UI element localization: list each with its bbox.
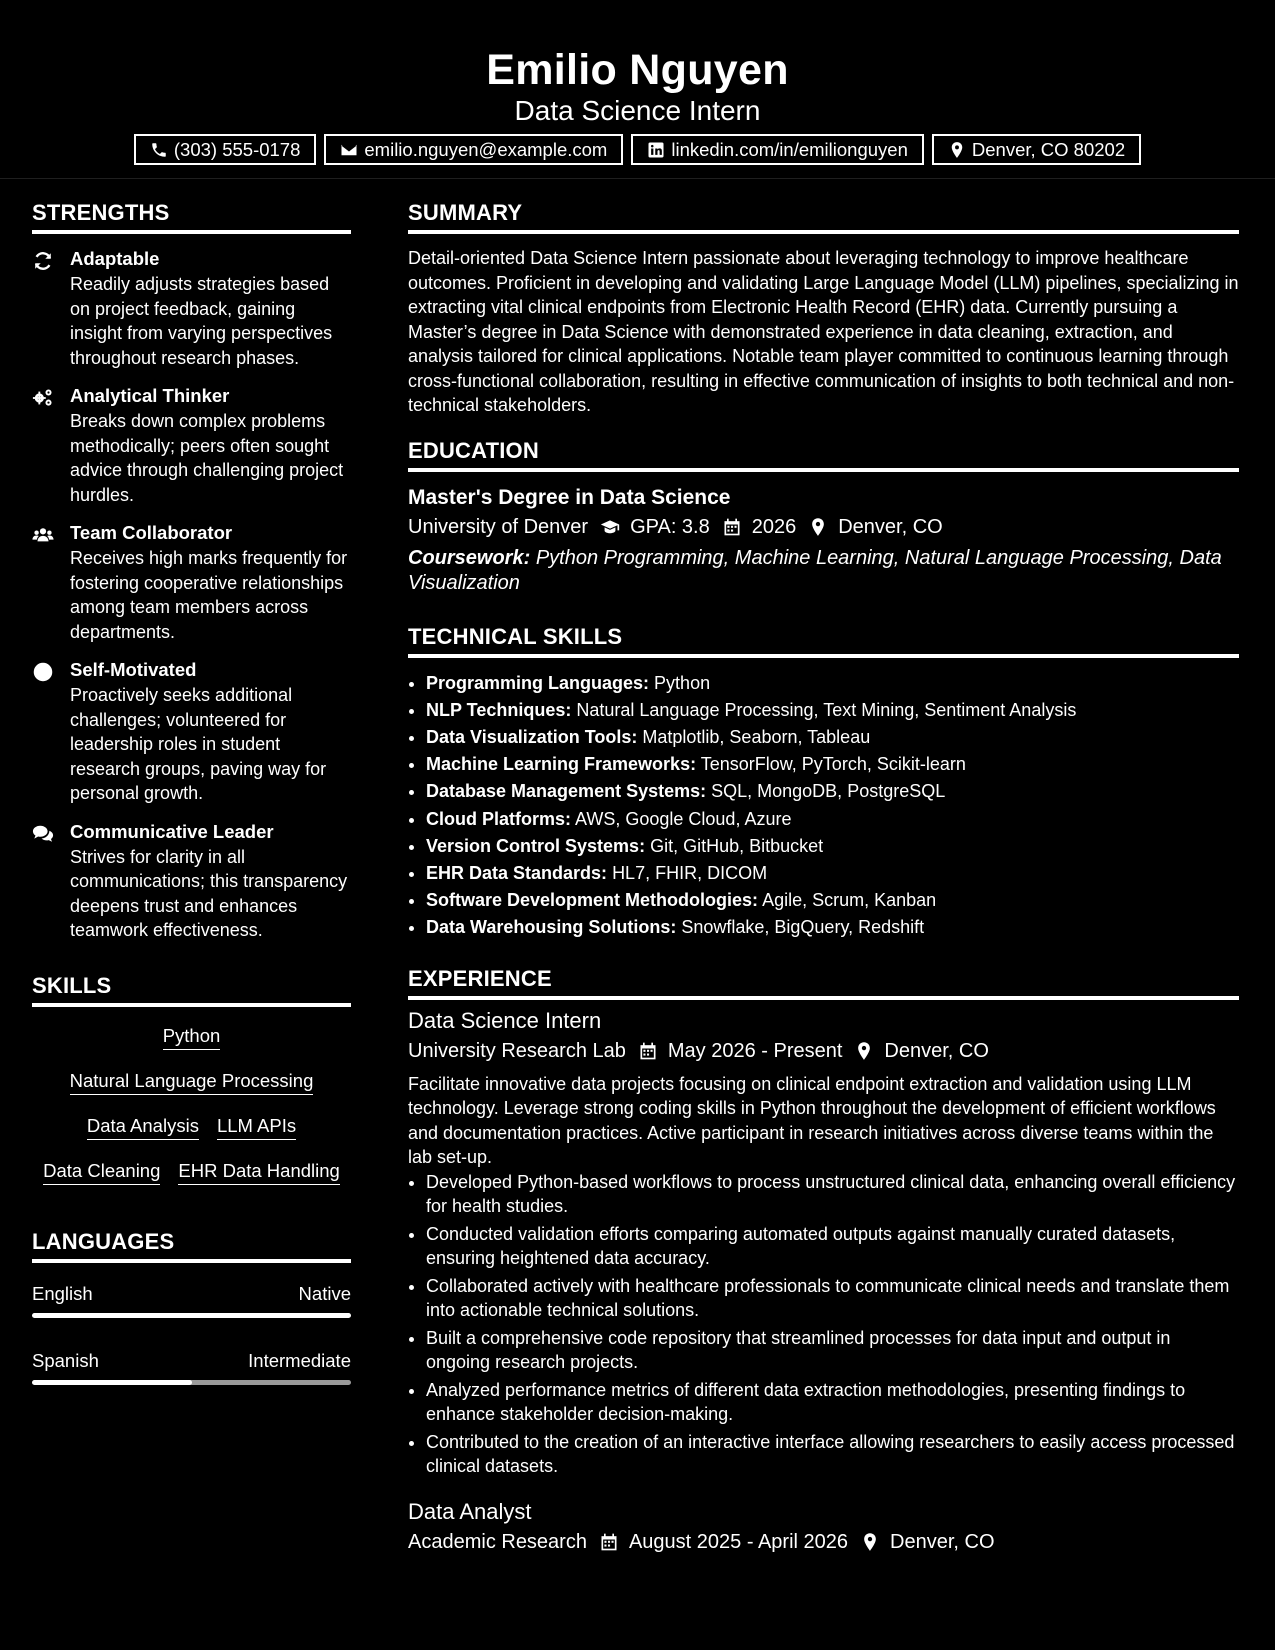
envelope-icon <box>340 141 358 159</box>
list-item <box>426 778 1239 805</box>
comments-icon <box>32 823 54 845</box>
contact-location[interactable] <box>932 134 1141 165</box>
strength-title: Team Collaborator <box>70 522 233 543</box>
skill-tag: LLM APIs <box>217 1113 296 1140</box>
refresh-icon <box>32 250 54 272</box>
language-item <box>32 1281 351 1318</box>
contact-location-text: Denver, CO 80202 <box>971 138 1126 160</box>
strength-desc: Proactively seeks additional challenges; volunteered for leadership roles in student research groups, paving way for personal growth. <box>70 685 327 803</box>
degree-title: Master's Degree in Data Science <box>408 485 731 509</box>
skill-values: HL7, FHIR, DICOM <box>612 862 768 883</box>
graduation-year: 2026 <box>751 515 797 538</box>
strength-desc: Strives for clarity in all communications; this transparency deepens trust and enhances teamwork effectiveness. <box>70 846 348 940</box>
users-icon <box>32 524 54 546</box>
job-title: Data Science Intern <box>408 1007 602 1033</box>
skill-category: Software Development Methodologies: <box>426 890 759 911</box>
strength-item <box>32 819 351 943</box>
education-meta <box>408 512 1239 542</box>
skill-tag: Data Analysis <box>87 1113 199 1140</box>
strength-item <box>32 520 351 644</box>
list-item <box>426 887 1239 914</box>
language-proficiency-fill <box>32 1313 351 1318</box>
list-item <box>426 833 1239 860</box>
list-item <box>426 697 1239 724</box>
coursework-label: Coursework: <box>408 546 531 569</box>
language-name: English <box>32 1282 93 1304</box>
strength-title: Self-Motivated <box>70 659 197 680</box>
strength-desc: Receives high marks frequently for fostering cooperative relationships among team members across departments. <box>70 548 348 642</box>
job-bullets <box>408 1170 1239 1479</box>
job-meta <box>408 1036 1239 1066</box>
skill-category: EHR Data Standards: <box>426 862 608 883</box>
strength-title: Communicative Leader <box>70 820 274 842</box>
right-column <box>408 196 1239 1557</box>
language-item <box>32 1348 351 1385</box>
skill-tag: EHR Data Handling <box>178 1158 339 1185</box>
contact-phone[interactable] <box>134 134 317 165</box>
skill-category: Machine Learning Frameworks: <box>426 754 697 775</box>
strengths-heading: STRENGTHS <box>32 196 351 234</box>
list-item: • Built a comprehensive code repository that streamlined processes for data input and output in ongoing research projects. <box>426 1326 1239 1375</box>
linkedin-icon <box>647 141 665 159</box>
job-dates: May 2026 - Present <box>667 1039 843 1062</box>
contact-linkedin[interactable] <box>631 134 924 165</box>
technical-skills-list <box>408 670 1239 942</box>
strength-item <box>32 246 351 370</box>
strength-title: Adaptable <box>70 248 160 269</box>
technical-skills-heading: TECHNICAL SKILLS <box>408 620 1239 658</box>
job-entry <box>408 1497 1239 1557</box>
education-location: Denver, CO <box>838 515 943 538</box>
skills-heading: SKILLS <box>32 969 351 1007</box>
skill-values: Agile, Scrum, Kanban <box>762 890 937 911</box>
skill-values: Natural Language Processing, Text Mining, Sentiment Analysis <box>576 699 1077 720</box>
contact-phone-text: (303) 555-0178 <box>173 138 301 160</box>
skill-values: Git, GitHub, Bitbucket <box>650 835 824 856</box>
skill-category: Data Warehousing Solutions: <box>426 917 677 938</box>
job-entry <box>408 1006 1239 1479</box>
map-pin-icon <box>948 141 966 159</box>
calendar-icon <box>599 1532 619 1552</box>
experience-heading: EXPERIENCE <box>408 962 1239 1000</box>
list-item <box>426 806 1239 833</box>
skill-values: Snowflake, BigQuery, Redshift <box>681 917 925 938</box>
coursework <box>408 546 1239 596</box>
language-level: Native <box>298 1282 351 1304</box>
contact-bar <box>0 134 1275 165</box>
calendar-icon <box>722 517 742 537</box>
candidate-title: Data Science Intern <box>514 95 761 126</box>
skill-category: Version Control Systems: <box>426 835 646 856</box>
list-item <box>426 751 1239 778</box>
skill-values: AWS, Google Cloud, Azure <box>575 808 792 829</box>
list-item: • Collaborated actively with healthcare professionals to communicate clinical needs and translate them into actionable technical solutions. <box>426 1274 1239 1323</box>
job-location: Denver, CO <box>890 1530 995 1553</box>
candidate-name: Emilio Nguyen <box>486 46 789 94</box>
list-item: • Conducted validation efforts comparing automated outputs against manually curated datasets, ensuring heightened data accuracy. <box>426 1222 1239 1271</box>
job-organization: University Research Lab <box>408 1039 626 1062</box>
school-name: University of Denver <box>408 515 589 538</box>
job-description: Facilitate innovative data projects focusing on clinical endpoint extraction and validation using LLM technology. Leverage strong coding skills in Python throughout the development of efficient workflows and documentation practices. Active participant in research initiatives across diverse teams within the lab set-up. <box>408 1073 1216 1168</box>
resume-header <box>0 0 1275 179</box>
list-item: • Analyzed performance metrics of different data extraction methodologies, presenting findings to enhance stakeholder decision-making. <box>426 1378 1239 1427</box>
strength-desc: Readily adjusts strategies based on project feedback, gaining insight from varying perspectives throughout research phases. <box>70 274 333 368</box>
skill-tag: Natural Language Processing <box>70 1068 314 1095</box>
summary-text: Detail-oriented Data Science Intern passionate about leveraging technology to improve healthcare outcomes. Proficient in developing and validating Large Language Model (LLM) pipelines, specializing in extracting vital clinical endpoints from Electronic Health Record (EHR) data. Currently pursuing a Master’s degree in Data Science with demonstrated experience in data cleaning, extraction, and analysis tailored for clinical applications. Notable team player committed to continuous learning through cross-functional collaboration, resulting in effective communication of insights to both technical and non-technical stakeholders. <box>408 248 1239 415</box>
skill-category: Data Visualization Tools: <box>426 726 638 747</box>
language-name: Spanish <box>32 1349 99 1371</box>
map-pin-icon <box>860 1532 880 1552</box>
coursework-list: Python Programming, Machine Learning, Natural Language Processing, Data Visualization <box>408 546 1222 594</box>
summary-heading: SUMMARY <box>408 196 1239 234</box>
skill-values: Python <box>654 672 711 693</box>
skill-tag: Python <box>163 1023 221 1050</box>
map-pin-icon <box>808 517 828 537</box>
skill-category: Database Management Systems: <box>426 781 707 802</box>
graduation-cap-icon <box>600 517 620 537</box>
language-proficiency-fill <box>32 1380 192 1385</box>
job-dates: August 2025 - April 2026 <box>628 1530 849 1553</box>
skill-category: Cloud Platforms: <box>426 808 572 829</box>
skill-values: Matplotlib, Seaborn, Tableau <box>642 726 871 747</box>
list-item <box>426 860 1239 887</box>
strength-item <box>32 657 351 806</box>
contact-email[interactable] <box>324 134 623 165</box>
job-organization: Academic Research <box>408 1530 587 1553</box>
list-item: • Contributed to the creation of an interactive interface allowing researchers to easily access processed clinical datasets. <box>426 1430 1239 1479</box>
calendar-icon <box>638 1041 658 1061</box>
gears-icon <box>32 387 54 409</box>
target-icon <box>32 661 54 683</box>
languages-heading: LANGUAGES <box>32 1225 351 1263</box>
skill-values: SQL, MongoDB, PostgreSQL <box>711 781 946 802</box>
strength-desc: Breaks down complex problems methodically; peers often sought advice through challenging project hurdles. <box>70 411 344 505</box>
contact-email-text: emilio.nguyen@example.com <box>364 138 608 160</box>
skill-category: Programming Languages: <box>426 672 650 693</box>
language-proficiency-bar <box>32 1313 351 1318</box>
phone-icon <box>150 141 168 159</box>
strength-item <box>32 383 351 507</box>
job-location: Denver, CO <box>884 1039 989 1062</box>
contact-linkedin-text: linkedin.com/in/emilionguyen <box>671 138 908 160</box>
left-column <box>32 196 351 1415</box>
job-title: Data Analyst <box>408 1498 532 1524</box>
skill-tag: Data Cleaning <box>43 1158 160 1185</box>
skill-values: TensorFlow, PyTorch, Scikit-learn <box>700 754 966 775</box>
list-item <box>426 670 1239 697</box>
skills-list <box>32 1019 351 1185</box>
language-proficiency-bar <box>32 1380 351 1385</box>
list-item: • Developed Python-based workflows to process unstructured clinical data, enhancing overall efficiency for health studies. <box>426 1170 1239 1219</box>
gpa: GPA: 3.8 <box>630 515 710 538</box>
job-meta <box>408 1527 1239 1557</box>
map-pin-icon <box>854 1041 874 1061</box>
language-level: Intermediate <box>248 1349 351 1371</box>
skill-category: NLP Techniques: <box>426 699 572 720</box>
education-heading: EDUCATION <box>408 434 1239 472</box>
strength-title: Analytical Thinker <box>70 385 230 406</box>
list-item <box>426 914 1239 941</box>
list-item <box>426 724 1239 751</box>
